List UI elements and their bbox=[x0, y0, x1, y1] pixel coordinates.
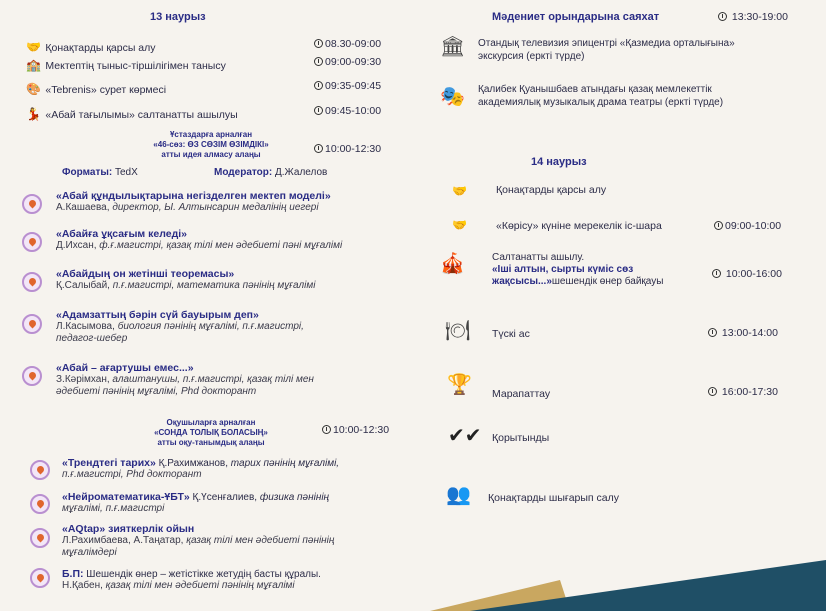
schedule-label: «Абай тағылымы» салтанатты ашылуы bbox=[45, 109, 238, 121]
dancers-icon: 💃 bbox=[26, 107, 41, 121]
schedule-time: 10:00-16:00 bbox=[712, 268, 782, 280]
talk-item: «Адамзаттың бәрін сүй бауырым деп» Л.Касымова, биология пәнінің мұғалімі, п.ғ.магистрі, педагог-шебер bbox=[56, 309, 304, 344]
clock-icon bbox=[314, 144, 323, 153]
palette-icon: 🎨 bbox=[26, 82, 41, 96]
talk-item: «Абайдың он жетінші теоремасы» Қ.Салыбай, п.ғ.магистрі, математика пәнінің мұғалімі bbox=[56, 268, 316, 291]
location-pin-icon bbox=[22, 272, 42, 292]
location-pin-icon bbox=[30, 460, 50, 480]
schedule-label: Түскі ас bbox=[492, 328, 530, 340]
museum-icon: 🏛 bbox=[440, 36, 466, 58]
schedule-row bbox=[26, 38, 156, 56]
schedule-label: «Tebrenis» сурет көрмесі bbox=[45, 84, 167, 96]
talk-item: «Абай – ағартушы емес...» З.Кәрімхан, алаштанушы, п.ғ.магистрі, қазақ тілі мен әдебиеті пәнінің мұғалімі, Phd докторант bbox=[56, 362, 314, 397]
stage-icon: 🎪 bbox=[440, 253, 465, 275]
talk-item: «Абай құндылықтарына негізделген мектеп моделі» А.Кашаева, директор, Ы. Алтынсарин медалінің иегері bbox=[56, 190, 331, 213]
handshake-icon: 🤝 bbox=[452, 184, 467, 198]
day2-date: 14 наурыз bbox=[531, 156, 587, 168]
schedule-time: 08.30-09:00 bbox=[314, 38, 381, 50]
location-pin-icon bbox=[22, 314, 42, 334]
clock-icon bbox=[708, 328, 717, 337]
location-pin-icon bbox=[22, 232, 42, 252]
teachers-forum-title: Ұстаздарға арналған «46-сөз: ӨЗ СӨЗІМ ӨЗІМДІКІ» атты идея алмасу алаңы bbox=[153, 130, 269, 159]
format-line: Форматы: TedX bbox=[62, 167, 138, 178]
location-pin-icon bbox=[22, 194, 42, 214]
clock-icon bbox=[714, 221, 723, 230]
schedule-label: Марапаттау bbox=[492, 388, 551, 400]
student-talk-item: «Нейроматематика-ҰБТ» Қ.Үсенғалиев, физика пәнінің мұғалімі, п.ғ.магистрі bbox=[62, 491, 330, 514]
students-forum-title: Оқушыларға арналған «СОНДА ТОЛЫҚ БОЛАСЫҢ» атты оқу-танымдық алаңы bbox=[154, 418, 268, 447]
check-marks-icon: ✔✔ bbox=[448, 425, 482, 447]
trip-item: Қалибек Қуанышбаев атындағы қазақ мемлекеттік академиялық музыкалық драма театры (еркті түрде) bbox=[478, 84, 724, 108]
schedule-time: 16:00-17:30 bbox=[708, 386, 778, 398]
schedule-time: 13:00-14:00 bbox=[708, 327, 778, 339]
schedule-label: Қонақтарды шығарып салу bbox=[488, 492, 620, 504]
school-building-icon: 🏫 bbox=[26, 58, 41, 72]
moderator-line: Модератор: Д.Жалелов bbox=[214, 167, 328, 178]
schedule-label: Қонақтарды қарсы алу bbox=[45, 42, 156, 54]
schedule-time: 09:00-09:30 bbox=[314, 56, 381, 68]
students-forum-time: 10:00-12:30 bbox=[322, 424, 389, 436]
clock-icon bbox=[314, 39, 323, 48]
schedule-time: 09:45-10:00 bbox=[314, 105, 381, 117]
podium-icon: 🏆 bbox=[447, 374, 472, 396]
schedule-label: «Көрісу» күніне мерекелік іс-шара bbox=[496, 220, 662, 232]
schedule-label: Мектептің тыныс-тіршілігімен танысу bbox=[45, 60, 226, 72]
trip-time: 13:30-19:00 bbox=[718, 11, 788, 23]
location-pin-icon bbox=[30, 494, 50, 514]
schedule-row bbox=[26, 105, 238, 123]
location-pin-icon bbox=[22, 366, 42, 386]
people-hug-icon: 👥 bbox=[446, 484, 471, 506]
decorative-corner bbox=[430, 560, 826, 611]
location-pin-icon bbox=[30, 528, 50, 548]
day1-date: 13 наурыз bbox=[150, 11, 206, 23]
talk-item: «Абайға ұқсағым келеді» Д.Ихсан, ф.ғ.магистрі, қазақ тілі мен әдебиеті пәні мұғалімі bbox=[56, 228, 343, 251]
student-talk-item: Б.П: Шешендік өнер – жетістікке жетудің басты құралы. Н.Қабен, қазақ тілі мен әдебиеті пәнінің мұғалімі bbox=[62, 568, 321, 591]
trip-title: Мәдениет орындарына саяхат bbox=[492, 11, 660, 23]
clock-icon bbox=[718, 12, 727, 21]
schedule-row bbox=[26, 80, 166, 98]
theater-masks-icon: 🎭 bbox=[440, 86, 465, 108]
location-pin-icon bbox=[30, 568, 50, 588]
student-talk-item: «AQtap» зияткерлік ойын Л.Рахимбаева, А.Таңатар, қазақ тілі мен әдебиеті пәнінің мұғалімдері bbox=[62, 523, 335, 558]
clock-icon bbox=[314, 81, 323, 90]
schedule-row bbox=[26, 56, 226, 74]
handshake-icon: 🤝 bbox=[452, 218, 467, 232]
schedule-label: Салтанатты ашылу. «Іші алтын, сырты күміс сөз жақсысы...»шешендік өнер байқауы bbox=[492, 252, 664, 287]
schedule-label: Қорытынды bbox=[492, 432, 550, 444]
schedule-time: 09:00-10:00 bbox=[714, 220, 781, 232]
clock-icon bbox=[314, 106, 323, 115]
schedule-label: Қонақтарды қарсы алу bbox=[496, 184, 607, 196]
handshake-icon: 🤝 bbox=[26, 40, 41, 54]
clock-icon bbox=[712, 269, 721, 278]
plate-cutlery-icon: 🍽 bbox=[445, 320, 471, 342]
student-talk-item: «Трендтегі тарих» Қ.Рахимжанов, тарих пәнінің мұғалімі, п.ғ.магистрі, Phd докторант bbox=[62, 457, 340, 480]
schedule-time: 09:35-09:45 bbox=[314, 80, 381, 92]
clock-icon bbox=[322, 425, 331, 434]
teachers-forum-time: 10:00-12:30 bbox=[314, 143, 381, 155]
clock-icon bbox=[314, 57, 323, 66]
trip-item: Отандық телевизия эпицентрі «Қазмедиа орталығына» экскурсия (еркті түрде) bbox=[478, 38, 735, 62]
clock-icon bbox=[708, 387, 717, 396]
